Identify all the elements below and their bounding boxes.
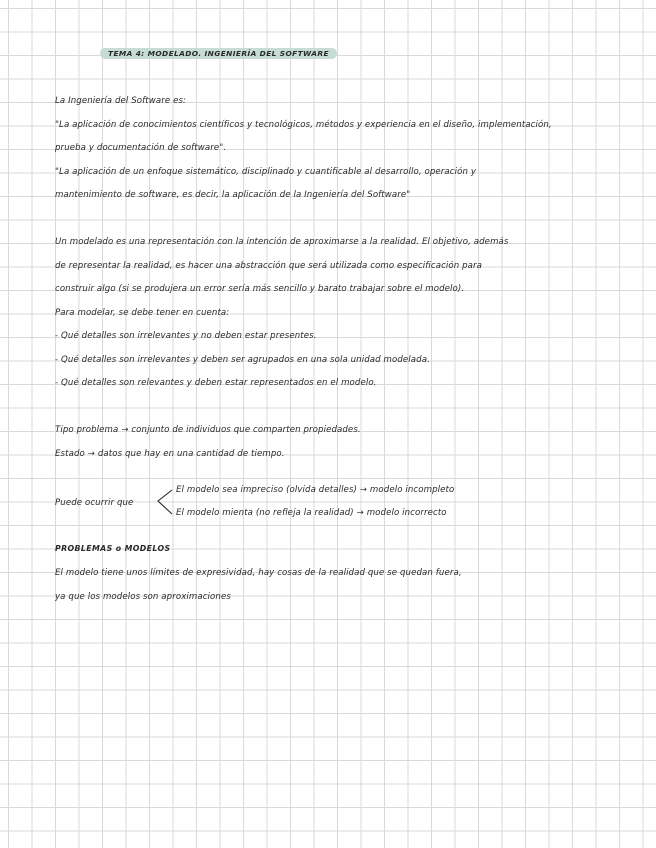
text-line: prueba y documentación de software". [55,143,227,153]
text-line: Un modelado es una representación con la intención de aproximarse a la realidad. El objetivo, además [55,237,509,247]
text-line: Estado → datos que hay en una cantidad de tiempo. [55,449,285,459]
text-line: La Ingeniería del Software es: [55,96,187,106]
brace-icon [154,488,174,516]
page-title: TEMA 4: MODELADO. INGENIERÍA DEL SOFTWARE [100,48,337,59]
text-line: "La aplicación de un enfoque sistemático, disciplinado y cuantificable al desarrollo, operación y [55,167,477,177]
bullet-item: - Qué detalles son irrelevantes y no deben estar presentes. [55,331,317,341]
text-line: "La aplicación de conocimientos científicos y tecnológicos, métodos y experiencia en el diseño, implementación, [55,120,552,130]
text-line: construir algo (si se produjera un error sería más sencillo y barato trabajar sobre el modelo). [55,284,465,294]
bullet-item: - Qué detalles son irrelevantes y deben ser agrupados en una sola unidad modelada. [55,355,430,365]
text-line: El modelo mienta (no refleja la realidad) → modelo incorrecto [176,508,447,518]
text-line: El modelo sea impreciso (olvida detalles) → modelo incompleto [176,485,455,495]
text-line: El modelo tiene unos límites de expresividad, hay cosas de la realidad que se quedan fuera, [55,568,462,578]
section-heading: PROBLEMAS o MODELOS [55,544,171,553]
text-line: mantenimiento de software, es decir, la aplicación de la Ingeniería del Software" [55,190,411,200]
text-line: Puede ocurrir que [55,498,134,508]
text-line: de representar la realidad, es hacer una abstracción que será utilizada como especificación para [55,261,483,271]
bullet-item: - Qué detalles son relevantes y deben estar representados en el modelo. [55,378,377,388]
text-line: Tipo problema → conjunto de individuos que comparten propiedades. [55,425,361,435]
text-line: ya que los modelos son aproximaciones [55,592,231,602]
text-line: Para modelar, se debe tener en cuenta: [55,308,230,318]
